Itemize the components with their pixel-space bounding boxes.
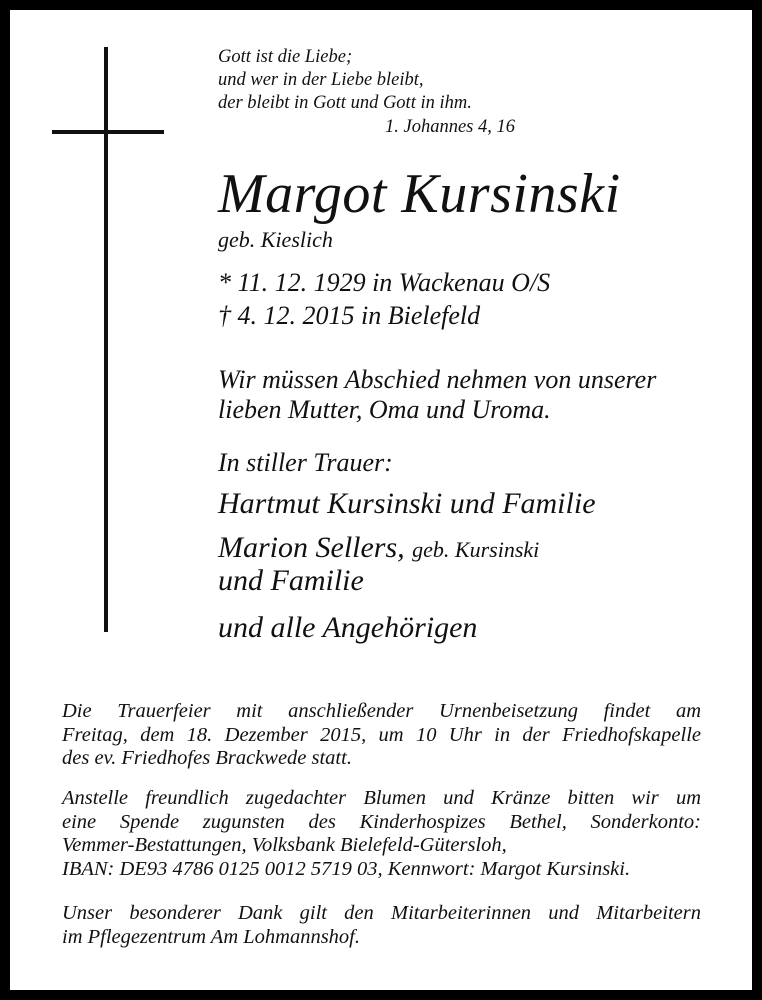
text-line: eine Spende zugunsten des Kinderhospizes Bethel, Sonderkonto: (62, 810, 701, 833)
mourner-name: Marion Sellers, (218, 531, 405, 564)
mourner-line: und Familie (218, 564, 364, 597)
deceased-name: Margot Kursinski (218, 163, 621, 225)
text-line: IBAN: DE93 4786 0125 0012 5719 03, Kennwort: Margot Kursinski. (62, 857, 631, 880)
text-line: Freitag, dem 18. Dezember 2015, um 10 Uhr in der Friedhofskapelle (62, 723, 701, 746)
verse-line: Gott ist die Liebe; (218, 47, 353, 67)
mourner-line: Hartmut Kursinski und Familie (218, 487, 596, 520)
text-line: Die Trauerfeier mit anschließender Urnenbeisetzung findet am (62, 700, 701, 722)
mourner-maiden-name: geb. Kursinski (412, 537, 540, 562)
farewell-line: Wir müssen Abschied nehmen von unserer (218, 365, 657, 394)
donation-paragraph (62, 787, 701, 881)
mourner-line: und alle Angehörigen (218, 611, 478, 644)
verse-line: und wer in der Liebe bleibt, (218, 70, 424, 90)
death-date: † 4. 12. 2015 in Bielefeld (218, 301, 481, 330)
farewell-line: lieben Mutter, Oma und Uroma. (218, 395, 551, 424)
funeral-info-paragraph (62, 700, 701, 771)
mourners-heading: In stiller Trauer: (218, 448, 393, 477)
text-line: im Pflegezentrum Am Lohmannshof. (62, 925, 361, 948)
text-line: Anstelle freundlich zugedachter Blumen und Kränze bitten wir um (62, 787, 701, 809)
cross-icon (104, 47, 108, 632)
verse-reference: 1. Johannes 4, 16 (385, 117, 515, 137)
mourner-line (218, 533, 539, 563)
cross-icon-bar (52, 130, 164, 134)
verse-line: der bleibt in Gott und Gott in ihm. (218, 93, 472, 113)
birth-date: * 11. 12. 1929 in Wackenau O/S (218, 268, 551, 297)
maiden-name: geb. Kieslich (218, 227, 333, 252)
thanks-paragraph (62, 902, 701, 949)
text-line: Vemmer-Bestattungen, Volksbank Bielefeld-Gütersloh, (62, 834, 507, 856)
text-line: des ev. Friedhofes Brackwede statt. (62, 747, 352, 769)
text-line: Unser besonderer Dank gilt den Mitarbeiterinnen und Mitarbeitern (62, 902, 701, 924)
